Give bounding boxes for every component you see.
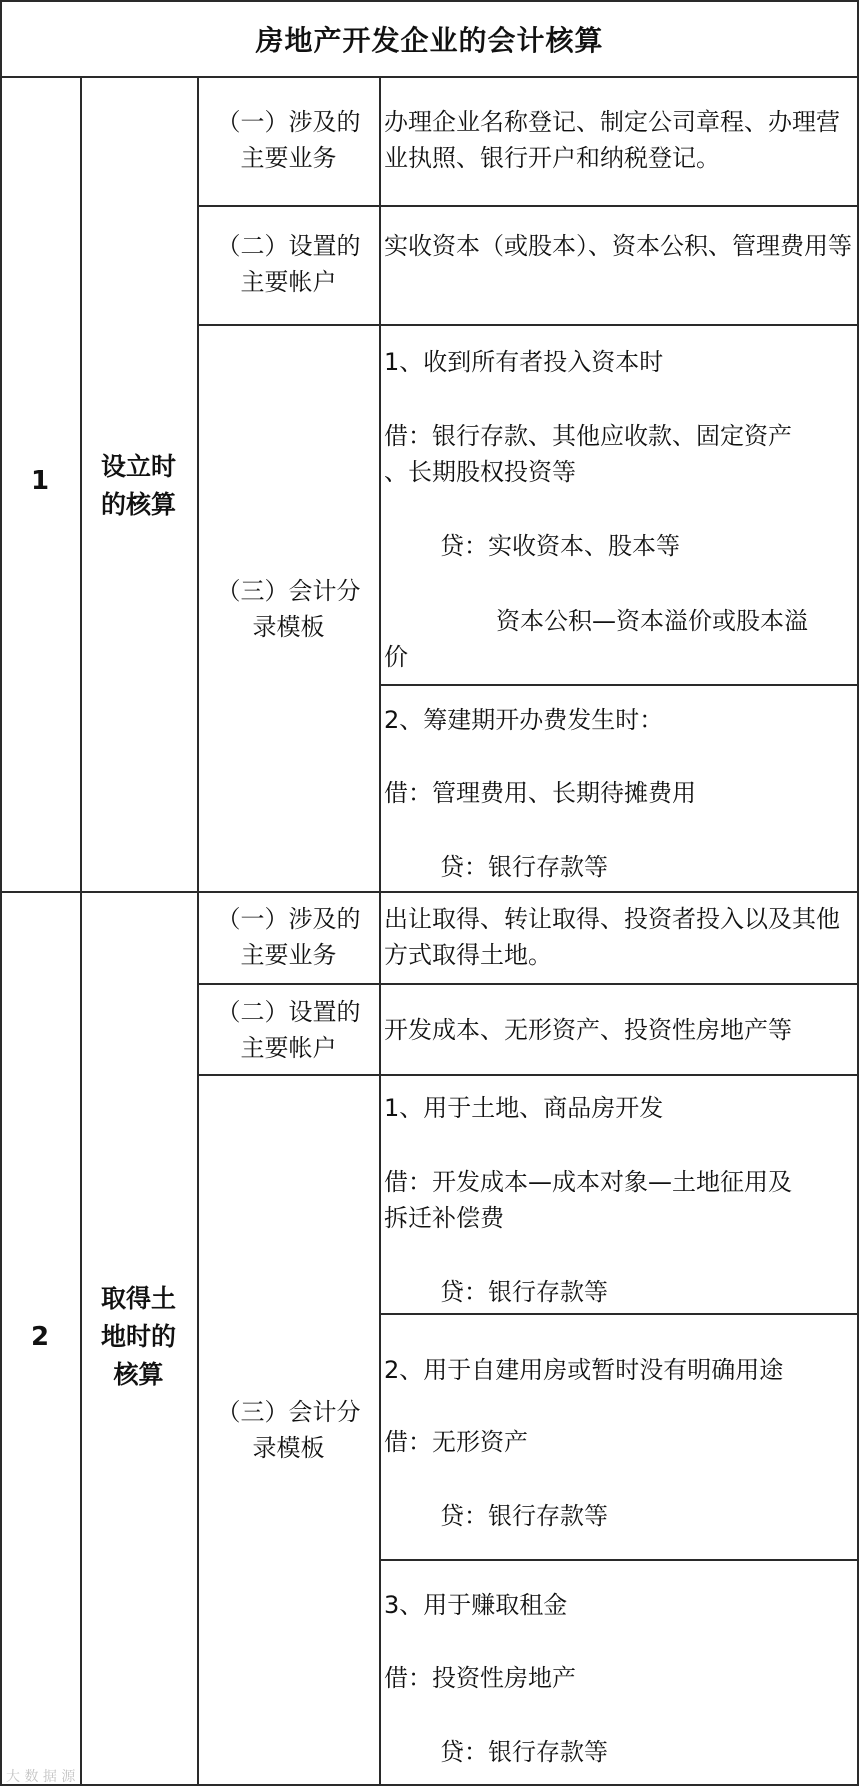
accounts-text: 实收资本（或股本）、资本公积、管理费用等: [384, 232, 852, 260]
entry-credit: 贷：银行存款等: [440, 853, 608, 881]
business-text: 出让取得、转让取得、投资者投入以及其他方式取得土地。: [384, 905, 840, 969]
page-title: 房地产开发企业的会计核算: [255, 23, 604, 57]
entry-credit: 贷：银行存款等: [440, 1502, 608, 1530]
entry-heading: 1、收到所有者投入资本时: [384, 348, 664, 376]
entries-label: （三）会计分 录模板: [216, 577, 361, 641]
accounts-text: 开发成本、无形资产、投资性房地产等: [384, 1016, 792, 1044]
entry-debit: 拆迁补偿费: [384, 1204, 504, 1232]
stage-label: 取得土 地时的 核算: [100, 1284, 176, 1389]
entry-heading: 3、用于赚取租金: [384, 1591, 568, 1619]
entry-heading: 2、筹建期开办费发生时：: [384, 706, 664, 734]
border-bottom: [0, 1784, 859, 1786]
row-divider: [197, 324, 859, 326]
business-text: 办理企业名称登记、制定公司章程、办理营业执照、银行开户和纳税登记。: [384, 108, 840, 172]
entry-credit: 贷：银行存款等: [440, 1278, 608, 1306]
entry-heading: 2、用于自建用房或暂时没有明确用途: [384, 1356, 784, 1384]
row-divider: [380, 1313, 859, 1315]
entry-debit: 、长期股权投资等: [384, 458, 576, 486]
section-number: 2: [30, 1322, 50, 1352]
accounts-label: （二）设置的 主要帐户: [216, 998, 361, 1062]
accounts-label: （二）设置的 主要帐户: [216, 232, 361, 296]
entry-debit: 借：投资性房地产: [384, 1664, 576, 1692]
entry-credit: 价: [384, 643, 408, 671]
watermark: 大 数 据 源: [6, 1769, 76, 1785]
business-label: （一）涉及的 主要业务: [216, 108, 361, 172]
entry-debit: 借：管理费用、长期待摊费用: [384, 779, 696, 807]
column-divider: [80, 76, 82, 1786]
entry-debit: 借：开发成本—成本对象—土地征用及: [384, 1168, 792, 1196]
section-number: 1: [30, 466, 50, 496]
row-divider: [380, 684, 859, 686]
border-left: [0, 0, 2, 1786]
entry-debit: 借：无形资产: [384, 1428, 528, 1456]
entry-heading: 1、用于土地、商品房开发: [384, 1094, 664, 1122]
row-divider: [197, 1074, 859, 1076]
entry-credit: 贷：实收资本、股本等: [440, 532, 680, 560]
stage-label: 设立时 的核算: [100, 452, 176, 519]
business-label: （一）涉及的 主要业务: [216, 905, 361, 969]
row-divider: [197, 983, 859, 985]
entries-label: （三）会计分 录模板: [216, 1398, 361, 1462]
row-divider: [197, 205, 859, 207]
entry-credit: 资本公积—资本溢价或股本溢: [496, 607, 808, 635]
entry-credit: 贷：银行存款等: [440, 1738, 608, 1766]
row-divider: [380, 1559, 859, 1561]
section-divider: [0, 891, 859, 893]
entry-debit: 借：银行存款、其他应收款、固定资产: [384, 422, 792, 450]
